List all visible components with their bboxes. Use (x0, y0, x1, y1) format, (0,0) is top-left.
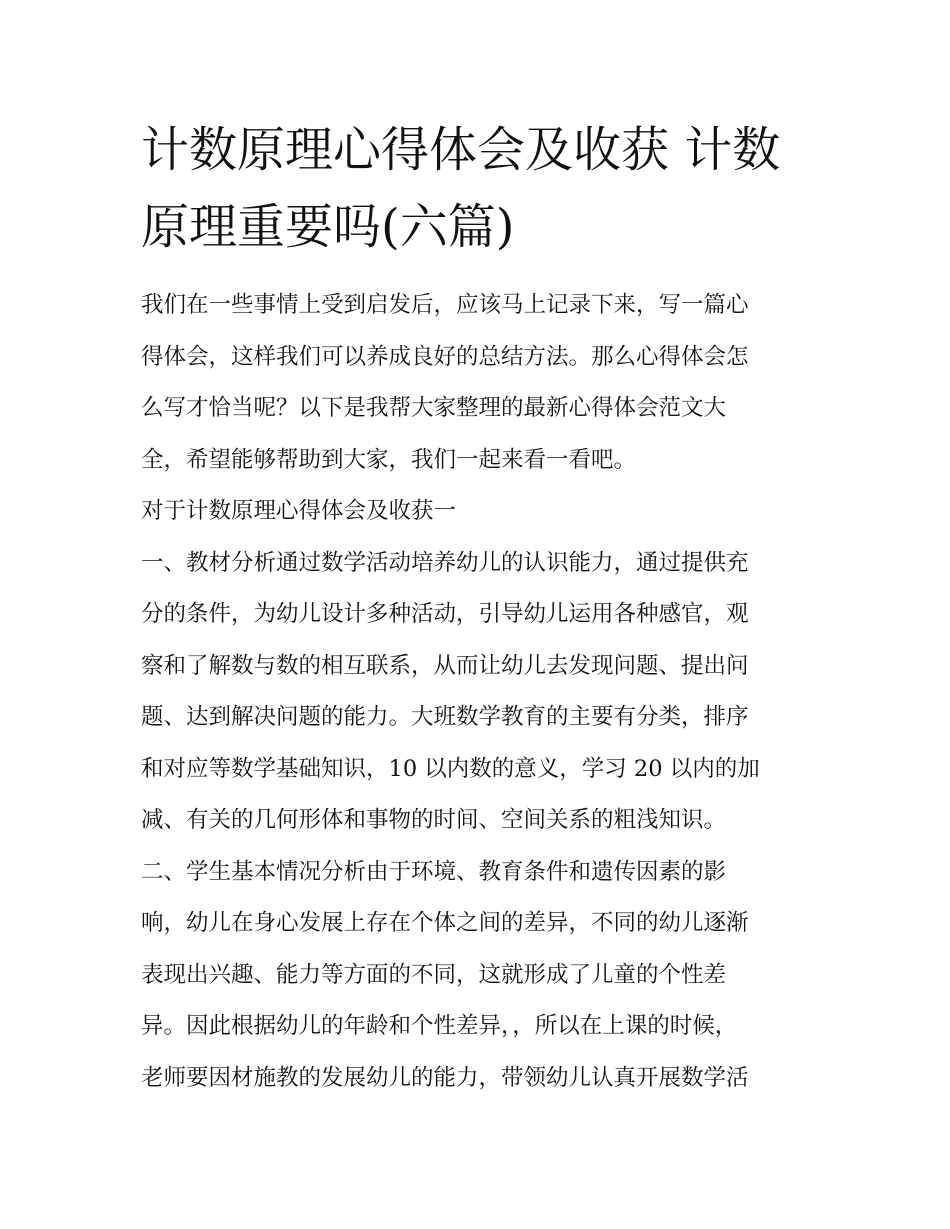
intro-line-1: 我们在一些事情上受到启发后，应该马上记录下来，写一篇心 (141, 292, 749, 318)
paragraph-2-line-1: 二、学生基本情况分析由于环境、教育条件和遗传因素的影 (141, 858, 727, 885)
section-heading: 对于计数原理心得体会及收获一 (141, 498, 457, 524)
document-content (141, 112, 813, 1104)
paragraph-2-line-3: 表现出兴趣、能力等方面的不同，这就形成了儿童的个性差 (141, 961, 727, 988)
intro-line-4: 全，希望能够帮助到大家，我们一起来看一看吧。 (141, 446, 637, 473)
paragraph-2-line-5: 老师要因材施教的发展幼儿的能力，带领幼儿认真开展数学活 (141, 1064, 749, 1091)
paragraph-1-line-2: 分的条件，为幼儿设计多种活动，引导幼儿运用各种感官，观 (141, 601, 749, 627)
paragraph-1-line-6: 减、有关的几何形体和事物的时间、空间关系的粗浅知识。 (141, 807, 727, 833)
paragraph-1-line-1: 一、教材分析通过数学活动培养幼儿的认识能力，通过提供充 (141, 549, 749, 576)
document-body (141, 280, 813, 1104)
paragraph-1-line-5: 和对应等数学基础知识，10 以内数的意义，学习 20 以内的加 (141, 755, 760, 782)
document-title: 计数原理心得体会及收获 计数 原理重要吗(六篇) (141, 122, 781, 255)
paragraph-1-line-4: 题、达到解决问题的能力。大班数学教育的主要有分类，排序 (141, 704, 749, 730)
paragraph-2-line-2: 响，幼儿在身心发展上存在个体之间的差异，不同的幼儿逐渐 (141, 910, 749, 936)
intro-line-3: 么写才恰当呢？以下是我帮大家整理的最新心得体会范文大 (141, 395, 727, 421)
paragraph-1-line-3: 察和了解数与数的相互联系，从而让幼儿去发现问题、提出问 (141, 652, 749, 679)
intro-line-2: 得体会，这样我们可以养成良好的总结方法。那么心得体会怎 (141, 343, 749, 370)
paragraph-2-line-4: 异。因此根据幼儿的年龄和个性差异，，所以在上课的时候， (141, 1013, 738, 1039)
